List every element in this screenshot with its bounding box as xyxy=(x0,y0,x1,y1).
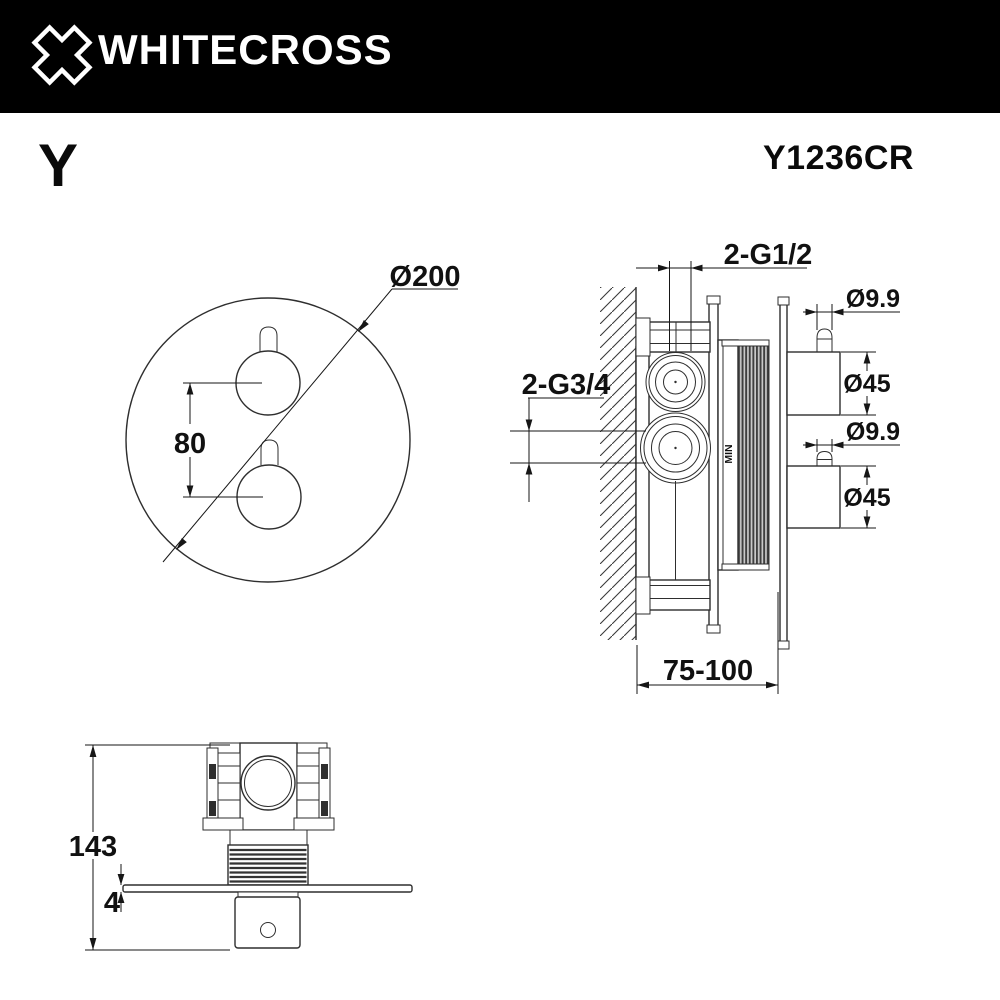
plate-step xyxy=(238,892,298,897)
plate-thickness-label: 4 xyxy=(103,887,121,919)
plate-diameter-label: Ø200 xyxy=(389,261,461,293)
side-knob-top xyxy=(787,329,840,415)
side-view xyxy=(510,239,900,694)
min-marking: MIN xyxy=(723,444,735,464)
front-knob-bottom xyxy=(237,440,301,529)
knob-stem xyxy=(261,440,278,465)
header-bar xyxy=(0,0,1000,113)
total-depth-label: 143 xyxy=(68,831,118,863)
face-plate-bar xyxy=(780,298,787,648)
cartridge-bracket-right xyxy=(294,748,334,830)
bottom-view xyxy=(69,743,412,950)
side-knob-bottom xyxy=(787,452,840,529)
inlet-threads-label: 2-G3/4 xyxy=(521,369,611,401)
dim-bottom-stem-diameter xyxy=(803,418,900,452)
bottom-stem-diameter-label: Ø9.9 xyxy=(845,418,901,446)
knob-spacing-label: 80 xyxy=(173,428,207,460)
dim-total-depth xyxy=(69,745,230,950)
dim-plate-thickness xyxy=(104,864,124,919)
inlet-port-top xyxy=(646,353,705,412)
face-plate-cap-top xyxy=(778,297,789,305)
bottom-knob-diameter-label: Ø45 xyxy=(843,484,891,512)
outlet-pipe-top xyxy=(636,318,710,356)
dim-top-knob-diameter xyxy=(841,352,891,415)
knob-stem xyxy=(260,327,277,352)
cartridge-assembly xyxy=(203,743,334,830)
top-knob-diameter-label: Ø45 xyxy=(843,370,891,398)
outlet-pipe-bottom xyxy=(636,577,710,614)
brand-name: WHITECROSS xyxy=(98,26,393,73)
inlet-port-bottom xyxy=(641,413,711,580)
rear-bracket-cap-top xyxy=(707,296,720,304)
mounting-depth-label: 75-100 xyxy=(662,655,754,687)
dim-top-stem-diameter xyxy=(803,285,900,330)
front-view xyxy=(126,261,460,582)
cartridge-bracket-left xyxy=(203,748,243,830)
outlet-threads-label: 2-G1/2 xyxy=(723,239,813,271)
dim-bottom-knob-diameter xyxy=(841,466,891,528)
dim-plate-diameter xyxy=(163,261,460,562)
series-label: Y xyxy=(38,132,79,199)
escutcheon-plate-edge xyxy=(123,885,412,892)
top-stem-diameter-label: Ø9.9 xyxy=(845,285,901,313)
rear-bracket-cap-bottom xyxy=(707,625,720,633)
face-plate-cap-bottom xyxy=(778,641,789,649)
knurled-sleeve xyxy=(738,346,769,564)
front-knob-top xyxy=(236,327,300,415)
threaded-neck xyxy=(228,830,308,885)
whitecross-x-logo-icon xyxy=(30,22,94,88)
model-number: Y1236CR xyxy=(763,139,914,177)
handle-bottom-body xyxy=(235,897,300,948)
